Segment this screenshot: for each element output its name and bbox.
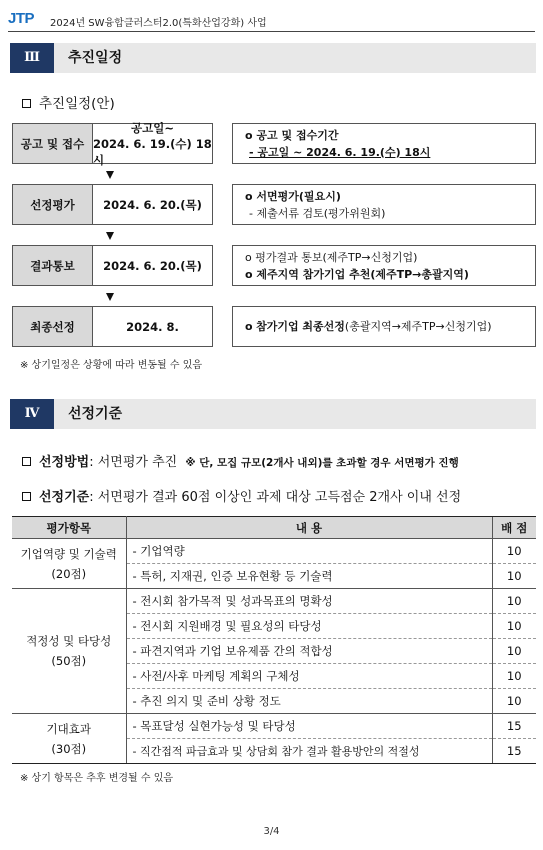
step-label: 공고 및 접수 [13, 124, 93, 163]
step-description: o 참가기업 최종선정(총괄지역→제주TP→신청기업) [232, 306, 536, 347]
table-row [12, 714, 536, 739]
item-cell: - 전시회 지원배경 및 필요성의 타당성 [126, 614, 492, 639]
score-cell: 15 [492, 739, 536, 764]
schedule-note: ※ 상기일정은 상황에 따라 변동될 수 있음 [20, 360, 203, 371]
item-cell: - 추진 의지 및 준비 상황 정도 [126, 689, 492, 714]
page-number: 3/4 [263, 826, 280, 837]
arrow-down-icon [106, 171, 114, 179]
score-cell: 15 [492, 714, 536, 739]
section-3-header [10, 43, 536, 73]
arrow-down-icon [106, 293, 114, 301]
score-cell: 10 [492, 564, 536, 589]
criteria-note: ※ 상기 항목은 추후 변경될 수 있음 [20, 773, 174, 784]
schedule-step [12, 245, 213, 286]
step-date: 2024. 6. 20.(목) [103, 258, 202, 273]
score-cell: 10 [492, 664, 536, 689]
section-title: 선정기준 [68, 406, 123, 422]
column-header: 평가항목 [12, 517, 126, 539]
arrow-down-icon [106, 232, 114, 240]
score-cell: 10 [492, 639, 536, 664]
step-label: 최종선정 [13, 307, 93, 346]
category-cell: 적정성 및 타당성 (50점) [12, 589, 126, 714]
step-label: 결과통보 [13, 246, 93, 285]
score-cell: 10 [492, 589, 536, 614]
header-title: 2024년 SW융합클러스터2.0(특화산업강화) 사업 [50, 18, 267, 29]
checkbox-bullet-icon [22, 492, 31, 501]
table-row [12, 589, 536, 614]
column-header: 배 점 [492, 517, 536, 539]
score-cell: 10 [492, 689, 536, 714]
score-cell: 10 [492, 614, 536, 639]
item-cell: - 전시회 참가목적 및 성과목표의 명확성 [126, 589, 492, 614]
step-date: 공고일~ 2024. 6. 19.(수) 18시 [93, 120, 212, 167]
section-number: Ⅲ [10, 43, 54, 73]
section-4-header [10, 399, 536, 429]
checkbox-bullet-icon [22, 457, 31, 466]
category-cell: 기업역량 및 기술력 (20점) [12, 539, 126, 589]
item-cell: - 사전/사후 마케팅 계획의 구체성 [126, 664, 492, 689]
schedule-step [12, 306, 213, 347]
category-cell: 기대효과 (30점) [12, 714, 126, 764]
score-cell: 10 [492, 539, 536, 564]
table-header-row [12, 517, 536, 539]
schedule-subtitle: 추진일정(안) [22, 92, 115, 112]
jtp-logo: JTP [8, 10, 35, 27]
item-cell: - 목표달성 실현가능성 및 타당성 [126, 714, 492, 739]
step-description: o 평가결과 통보(제주TP→신청기업) o 제주지역 참가기업 추천(제주TP→총괄지역) [232, 245, 536, 286]
table-row [12, 539, 536, 564]
step-description: o 공고 및 접수기간 - 공고일 ~ 2024. 6. 19.(수) 18시 [232, 123, 536, 164]
criteria-table [12, 516, 536, 764]
step-description: o 서면평가(필요시) - 제출서류 검토(평가위원회) [232, 184, 536, 225]
selection-criteria: 선정기준: 서면평가 결과 60점 이상인 과제 대상 고득점순 2개사 이내 선정 [22, 486, 461, 505]
step-label: 선정평가 [13, 185, 93, 224]
schedule-step [12, 184, 213, 225]
column-header: 내 용 [126, 517, 492, 539]
document-header [8, 10, 535, 32]
item-cell: - 파견지역과 기업 보유제품 간의 적합성 [126, 639, 492, 664]
checkbox-bullet-icon [22, 99, 31, 108]
step-date: 2024. 6. 20.(목) [103, 197, 202, 212]
step-date: 2024. 8. [126, 319, 179, 334]
item-cell: - 기업역량 [126, 539, 492, 564]
schedule-step [12, 120, 213, 167]
section-number: Ⅳ [10, 399, 54, 429]
selection-method: 선정방법: 서면평가 추진 ※ 단, 모집 규모(2개사 내외)를 초과할 경우 서면평가 진행 [22, 451, 459, 470]
item-cell: - 특허, 지재권, 인증 보유현황 등 기술력 [126, 564, 492, 589]
item-cell: - 직간접적 파급효과 및 상담회 참가 결과 활용방안의 적절성 [126, 739, 492, 764]
section-title: 추진일정 [68, 50, 123, 66]
